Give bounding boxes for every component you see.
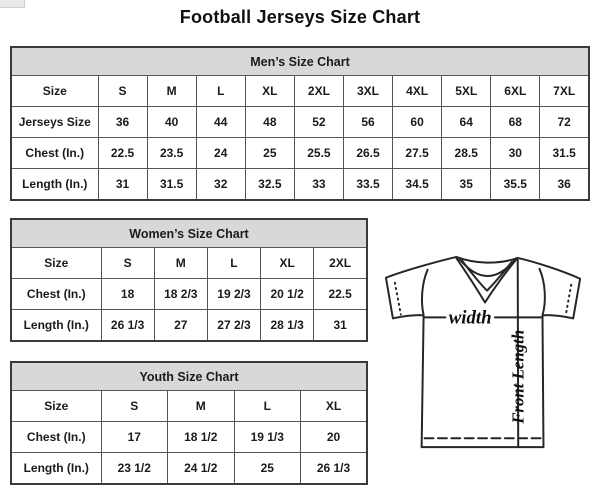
value-cell: S [101,248,154,279]
value-cell: 44 [196,107,245,138]
value-cell: 23 1/2 [101,453,168,485]
value-cell: 35 [442,169,491,201]
value-cell: 3XL [343,76,392,107]
value-cell: 28.5 [442,138,491,169]
table-row [11,391,367,422]
row-label-cell: Length (In.) [11,453,101,485]
value-cell: 30 [491,138,540,169]
value-cell: 26.5 [343,138,392,169]
value-cell: 23.5 [147,138,196,169]
table-header: Men’s Size Chart [11,47,589,76]
value-cell: 60 [393,107,442,138]
row-label-cell: Size [11,248,101,279]
value-cell: 24 1/2 [168,453,235,485]
value-cell: 52 [294,107,343,138]
value-cell: 36 [540,169,589,201]
table-row [11,138,589,169]
row-label-cell: Chest (In.) [11,279,101,310]
row-label-cell: Size [11,391,101,422]
table-row [11,76,589,107]
value-cell: 35.5 [491,169,540,201]
value-cell: 32.5 [245,169,294,201]
value-cell: S [98,76,147,107]
value-cell: L [207,248,260,279]
value-cell: 64 [442,107,491,138]
table-row [11,422,367,453]
value-cell: 31 [98,169,147,201]
womens-size-table [10,218,368,342]
value-cell: 72 [540,107,589,138]
value-cell: 25 [234,453,301,485]
row-label-cell: Length (In.) [11,310,101,342]
value-cell: 25.5 [294,138,343,169]
jersey-diagram [383,250,593,463]
value-cell: 68 [491,107,540,138]
value-cell: 17 [101,422,168,453]
cuff-stitch-right [566,285,571,313]
table-row [11,169,589,201]
value-cell: M [154,248,207,279]
value-cell: 56 [343,107,392,138]
width-label: width [448,307,492,329]
table-header: Youth Size Chart [11,362,367,391]
row-label-cell: Chest (In.) [11,138,98,169]
value-cell: 33.5 [343,169,392,201]
value-cell: 27 2/3 [207,310,260,342]
value-cell: 5XL [442,76,491,107]
value-cell: 20 [301,422,368,453]
row-label-cell: Jerseys Size [11,107,98,138]
cuff-stitch-left [395,283,401,315]
value-cell: 7XL [540,76,589,107]
value-cell: 4XL [393,76,442,107]
value-cell: 2XL [314,248,367,279]
value-cell: 27 [154,310,207,342]
value-cell: XL [261,248,314,279]
table-header: Women’s Size Chart [11,219,367,248]
value-cell: 18 [101,279,154,310]
value-cell: XL [301,391,368,422]
table-row [11,310,367,342]
table-row [11,279,367,310]
value-cell: 19 2/3 [207,279,260,310]
value-cell: 26 1/3 [101,310,154,342]
youth-size-table [10,361,368,485]
value-cell: 28 1/3 [261,310,314,342]
value-cell: 19 1/3 [234,422,301,453]
value-cell: L [234,391,301,422]
page-title: Football Jerseys Size Chart [179,7,421,27]
value-cell: XL [245,76,294,107]
row-label-cell: Size [11,76,98,107]
value-cell: 31.5 [540,138,589,169]
value-cell: 33 [294,169,343,201]
value-cell: 2XL [294,76,343,107]
mens-size-table [10,46,590,201]
table-row [11,248,367,279]
value-cell: 20 1/2 [261,279,314,310]
value-cell: 18 2/3 [154,279,207,310]
row-label-cell: Length (In.) [11,169,98,201]
value-cell: 26 1/3 [301,453,368,485]
value-cell: 40 [147,107,196,138]
value-cell: 22.5 [98,138,147,169]
value-cell: 32 [196,169,245,201]
sleeve-seam-right [540,269,545,316]
sleeve-seam-left [422,270,428,316]
value-cell: 18 1/2 [168,422,235,453]
value-cell: 24 [196,138,245,169]
value-cell: 6XL [491,76,540,107]
value-cell: 27.5 [393,138,442,169]
value-cell: 25 [245,138,294,169]
value-cell: M [147,76,196,107]
row-label-cell: Chest (In.) [11,422,101,453]
value-cell: 34.5 [393,169,442,201]
value-cell: 48 [245,107,294,138]
value-cell: M [168,391,235,422]
value-cell: 31 [314,310,367,342]
value-cell: S [101,391,168,422]
value-cell: 31.5 [147,169,196,201]
value-cell: 22.5 [314,279,367,310]
front-length-label: Front Length [508,329,528,424]
value-cell: 36 [98,107,147,138]
table-row [11,453,367,485]
table-row [11,107,589,138]
value-cell: L [196,76,245,107]
